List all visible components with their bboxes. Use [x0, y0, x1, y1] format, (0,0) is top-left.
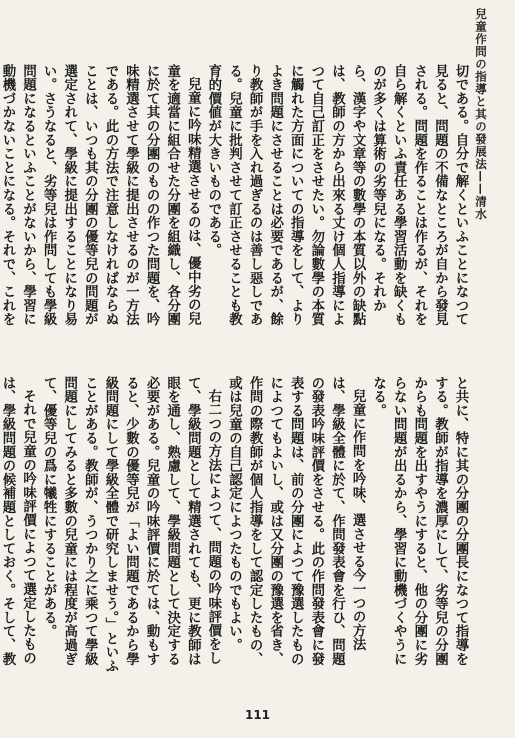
lower-text-block	[0, 376, 471, 676]
paragraph: それで兒童の吟味評價によつて選定したものは、學級問題の候補題としておく。そして、教	[0, 376, 37, 666]
paragraph: 切である。自分で解くといふことになつて見ると、問題の不備なところが自から發見される。問題を作ることは作るが、それを自ら解くといふ責任ある學習活動を缺くものが多くは算術の劣等兒になる。それから、漢字や文章等の數學の本質以外の缺點は、教師の方から出來る丈け個人指導によつて自己訂正をさせたい。勿論數學の本質に觸れた方面についての指導をして、よりよき問題にさせることは必要であるが、餘り教師が手を入れ過ぎるのは善し惡しである。兒童に批判させて訂正させることも教育的價値が大きいものである。	[205, 64, 469, 327]
upper-text-block	[0, 64, 471, 332]
page-number: 111	[244, 708, 271, 722]
paragraph: 兒童に吟味精選させるのは、優中劣の兒童を適當に組合せた分團を組織し、各分團に於て其の分團のものの作つた問題を、吟味精選させて學級に提出させるのが一方法である。此の方法で注意しなければならぬことは、いつも其の分團の優等兒の問題が選定されて、學級に提出することになり易い。さうなると、劣等兒は作問しても學級問題になるといふことがないから、學習に動機づかないことになる。それで、これを	[0, 64, 202, 327]
running-header: 兒童作問の指導と其の發展法——清水	[474, 8, 488, 221]
paragraph: 右二つの方法によつて、問題の吟味評價をして、學級問題として精選されても、更に教師は眼を通し、熟慮して、學級問題として決定する必要がある。兒童の吟味評價に於ては、動もすると、少數の優等兒が「よい問題であるから學級問題にして學級全體で研究しませう。」といふことがある。教師が、うつかり之に乘つて學級問題にしてみると多數の兒童には程度が高過ぎて、優等兒の爲に犧牲にすることがある。	[41, 376, 222, 673]
paragraph: 兒童に作問を吟味、選させる今一つの方法は、學級全體に於て、作問發表會を行ひ、問題の發表吟味評價をさせる。此の作問發表會に發表する問題は、前の分團によつて豫選したものによつてもよいし、或は又分團の豫選を省き、作問の際教師が個人指導をして認定したもの、或は兒童の自己認定によつたものでもよい。	[226, 376, 367, 666]
paragraph: と共に、特に其の分團の分團長になつて指導をする。教師が指導を濃厚にして、劣等兒の分團からも問題を出すやうにすると、他の分團に劣らない問題が出るから、學習に動機づくやうになる。	[370, 376, 469, 666]
